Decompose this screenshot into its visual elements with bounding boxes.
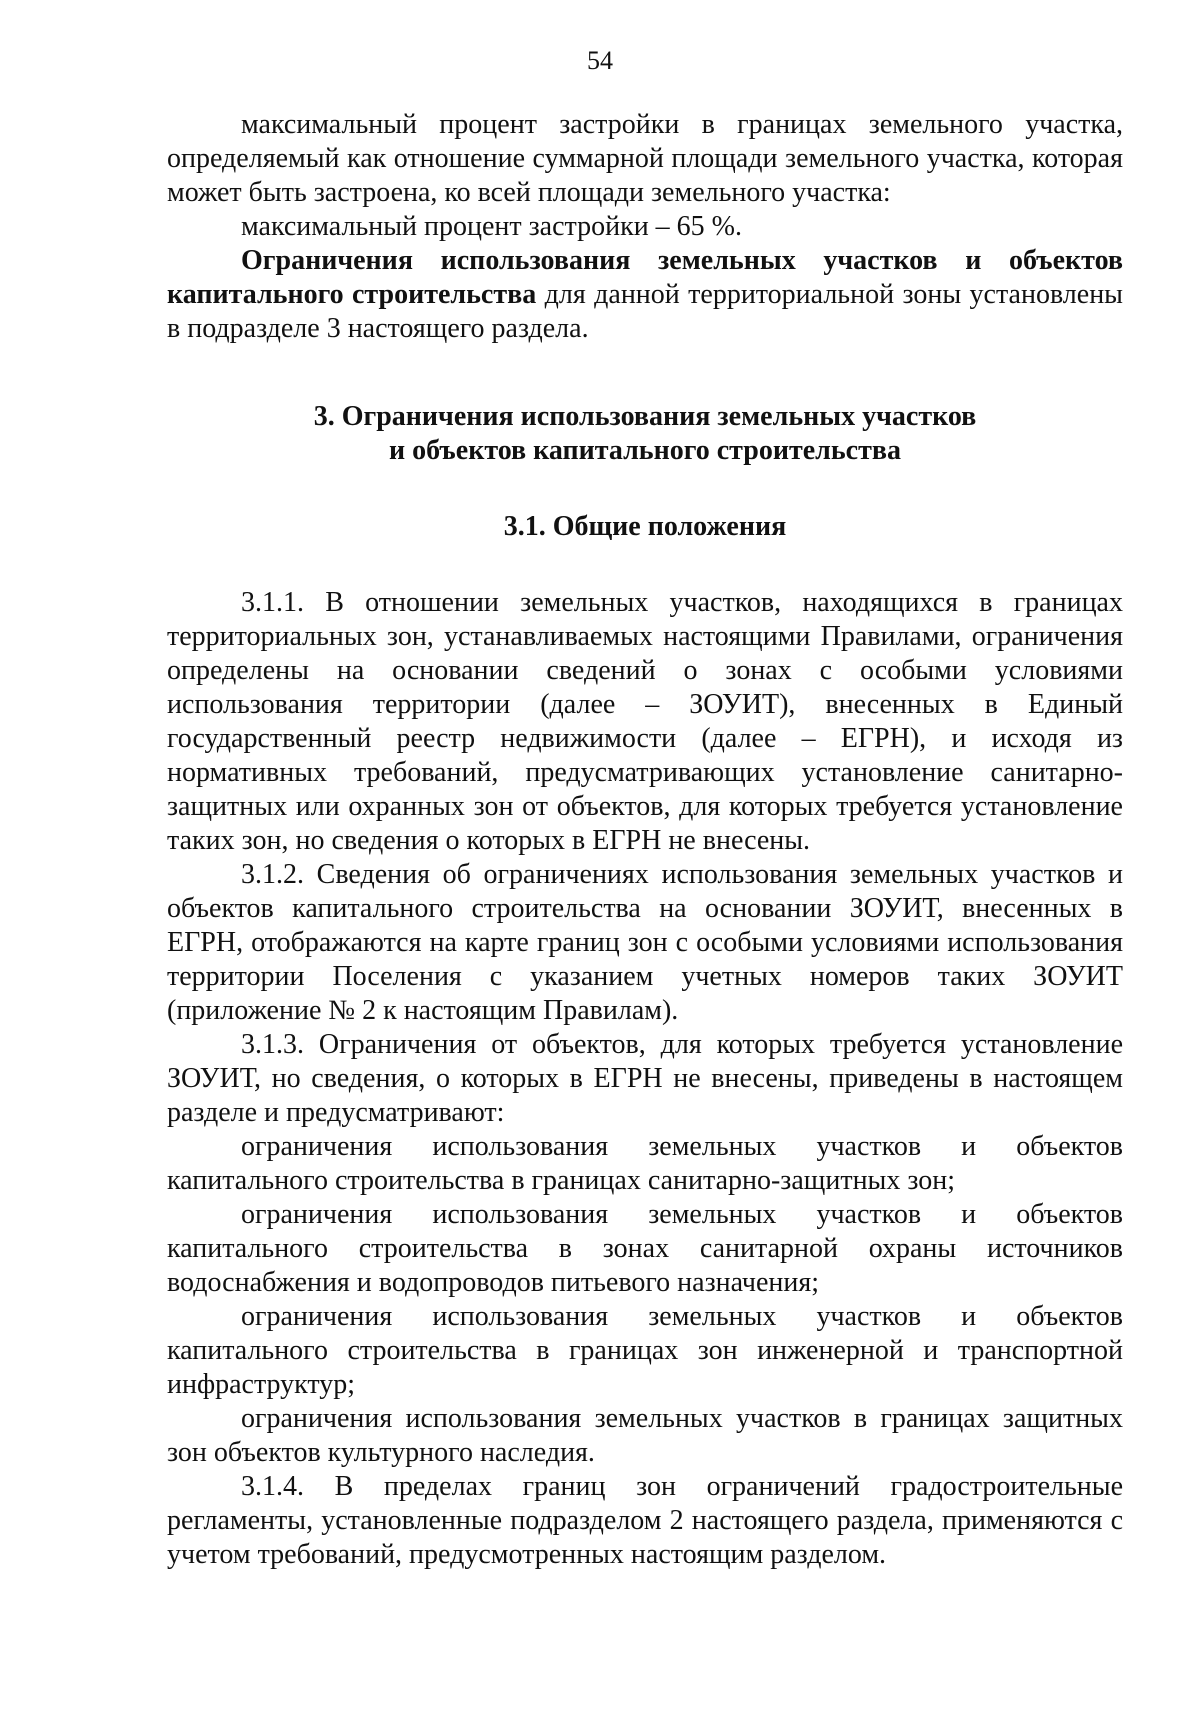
section-heading-line-2: и объектов капитального строительства	[389, 435, 901, 466]
subsection-heading: 3.1. Общие положения	[503, 511, 787, 542]
intro-paragraph-1: максимальный процент застройки в границах земельного участка, определяемый как отношение суммарной площади земельного участка, которая может быть застроена, ко всей площади земельного участка:	[167, 109, 1123, 208]
paragraph-3-1-4: 3.1.4. В пределах границ зон ограничений градостроительные регламенты, установленные подразделом 2 настоящего раздела, применяются с учетом требований, предусмотренных настоящим разделом.	[167, 1471, 1123, 1570]
list-item: ограничения использования земельных участков в границах защитных зон объектов культурного наследия.	[167, 1403, 1123, 1468]
page-number: 54	[587, 46, 613, 75]
restrictions-bold-phrase: Ограничения использования земельных участков и объектов капитального строительства	[167, 245, 1123, 310]
section-heading	[167, 400, 1123, 468]
paragraph-3-1-2: 3.1.2. Сведения об ограничениях использования земельных участков и объектов капитального строительства на основании ЗОУИТ, внесенных в ЕГРН, отображаются на карте границ зон с особыми условиями использования территории Поселения с указанием учетных номеров таких ЗОУИТ (приложение № 2 к настоящим Правилам).	[167, 859, 1123, 1026]
list-item: ограничения использования земельных участков и объектов капитального строительства в границах зон инженерной и транспортной инфраструктур;	[167, 1301, 1123, 1400]
restrictions-rest-text: для данной территориальной зоны установлены в подразделе 3 настоящего раздела.	[167, 279, 1123, 344]
document-body	[167, 108, 1123, 1572]
paragraph-3-1-3: 3.1.3. Ограничения от объектов, для которых требуется установление ЗОУИТ, но сведения, о которых в ЕГРН не внесены, приведены в настоящем разделе и предусматривают:	[167, 1029, 1123, 1128]
list-item: ограничения использования земельных участков и объектов капитального строительства в границах санитарно-защитных зон;	[167, 1131, 1123, 1196]
list-item: ограничения использования земельных участков и объектов капитального строительства в зонах санитарной охраны источников водоснабжения и водопроводов питьевого назначения;	[167, 1199, 1123, 1298]
intro-paragraph-3	[167, 244, 1123, 346]
paragraph-3-1-1: 3.1.1. В отношении земельных участков, находящихся в границах территориальных зон, устанавливаемых настоящими Правилами, ограничения определены на основании сведений о зонах с особыми условиями использования территории (далее – ЗОУИТ), внесенных в Единый государственный реестр недвижимости (далее – ЕГРН), и исходя из нормативных требований, предусматривающих установление санитарно-защитных или охранных зон от объектов, для которых требуется установление таких зон, но сведения о которых в ЕГРН не внесены.	[167, 587, 1123, 856]
section-heading-line-1: 3. Ограничения использования земельных участков	[313, 401, 977, 432]
intro-paragraph-2: максимальный процент застройки – 65 %.	[241, 211, 743, 242]
